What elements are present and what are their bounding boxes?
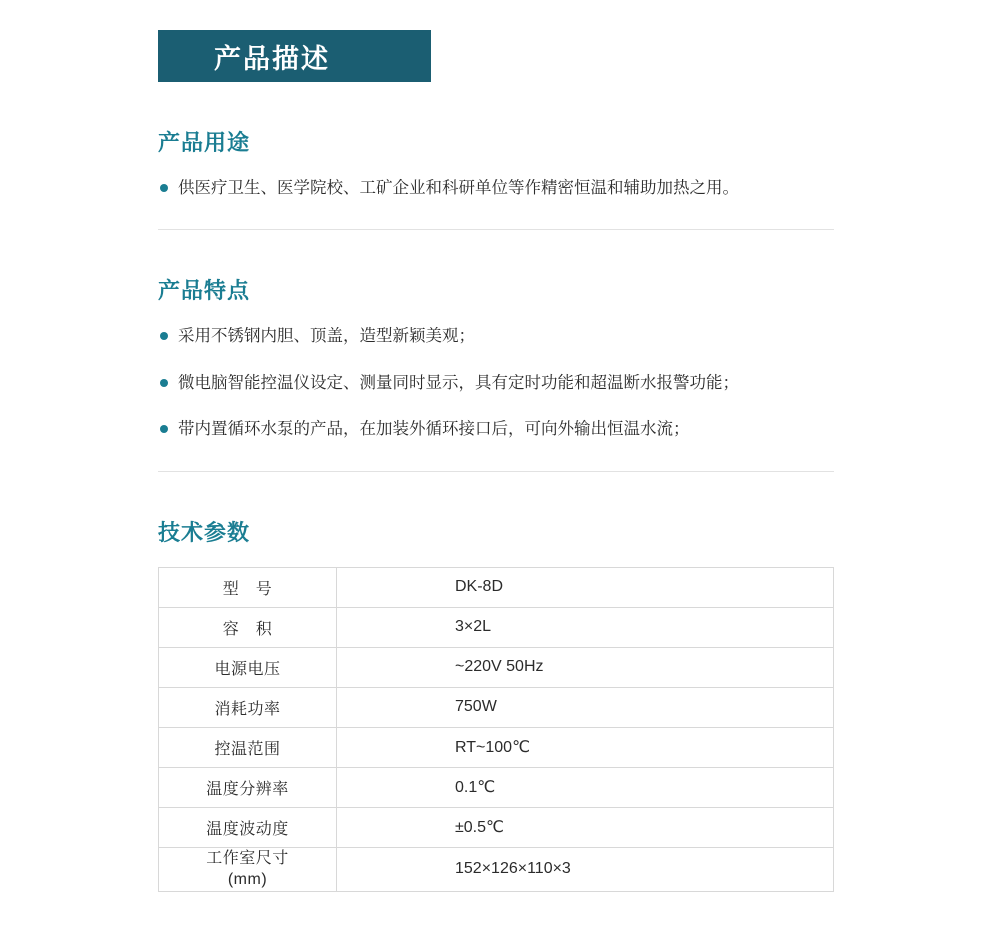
spec-key-line2: (mm) — [227, 871, 268, 889]
list-item — [158, 175, 834, 201]
list-item-text: 供医疗卫生、医学院校、工矿企业和科研单位等作精密恒温和辅助加热之用。 — [178, 179, 739, 197]
list-item-text: 带内置循环水泵的产品，在加装外循环接口后，可向外输出恒温水流； — [178, 420, 690, 439]
list-item — [158, 416, 834, 442]
spec-value — [337, 847, 834, 891]
table-row — [159, 727, 834, 767]
table-row — [159, 687, 834, 727]
section-heading-specs: 技术参数 — [158, 519, 251, 545]
table-row — [159, 647, 834, 687]
usage-bullet-list — [158, 175, 834, 201]
spec-key: 电源电压 — [159, 647, 337, 687]
section-technical-parameters — [158, 516, 834, 892]
spec-value — [337, 687, 834, 727]
table-row — [159, 607, 834, 647]
spec-value-text: DK-8D — [455, 578, 504, 596]
bullet-dot-icon — [160, 425, 168, 433]
spec-key: 温度波动度 — [159, 807, 337, 847]
page-title: 产品描述 — [214, 43, 330, 74]
list-item — [158, 370, 834, 396]
spec-value — [337, 567, 834, 607]
spec-key — [159, 847, 337, 891]
table-row — [159, 767, 834, 807]
spec-key: 型 号 — [159, 567, 337, 607]
table-row — [159, 847, 834, 891]
page-title-banner — [158, 30, 431, 82]
spec-value-text: ±0.5℃ — [455, 819, 504, 837]
spec-key-line1: 工作室尺寸 — [206, 849, 289, 867]
section-product-features — [158, 274, 834, 471]
spec-table-body — [159, 567, 834, 891]
spec-value — [337, 767, 834, 807]
list-item — [158, 323, 834, 349]
spec-value — [337, 727, 834, 767]
spec-value-text: 0.1℃ — [455, 779, 496, 797]
spec-value-text: ~220V 50Hz — [455, 658, 544, 676]
spec-value-text: 152×126×110×3 — [455, 860, 571, 878]
section-divider — [158, 229, 834, 230]
spec-table-wrapper — [158, 567, 834, 892]
table-row — [159, 567, 834, 607]
spec-key: 消耗功率 — [159, 687, 337, 727]
spec-table — [158, 567, 834, 892]
spec-key: 温度分辨率 — [159, 767, 337, 807]
section-heading-usage: 产品用途 — [158, 130, 251, 155]
section-product-usage — [158, 126, 834, 230]
content-column — [158, 30, 834, 892]
bullet-dot-icon — [160, 379, 168, 387]
bullet-dot-icon — [160, 332, 168, 340]
spec-value — [337, 647, 834, 687]
list-item-text: 采用不锈钢内胆、顶盖，造型新颖美观； — [178, 327, 475, 346]
features-bullet-list — [158, 323, 834, 442]
section-divider — [158, 471, 834, 472]
spec-value-text: 750W — [455, 698, 497, 716]
table-row — [159, 807, 834, 847]
list-item-text: 微电脑智能控温仪设定、测量同时显示，具有定时功能和超温断水报警功能； — [178, 373, 739, 392]
spec-value-text: RT~100℃ — [455, 739, 531, 757]
spec-key: 容 积 — [159, 607, 337, 647]
spec-value-text: 3×2L — [455, 618, 492, 636]
spec-key: 控温范围 — [159, 727, 337, 767]
spec-value — [337, 607, 834, 647]
section-heading-features: 产品特点 — [158, 278, 251, 304]
bullet-dot-icon — [160, 184, 168, 192]
spec-value — [337, 807, 834, 847]
